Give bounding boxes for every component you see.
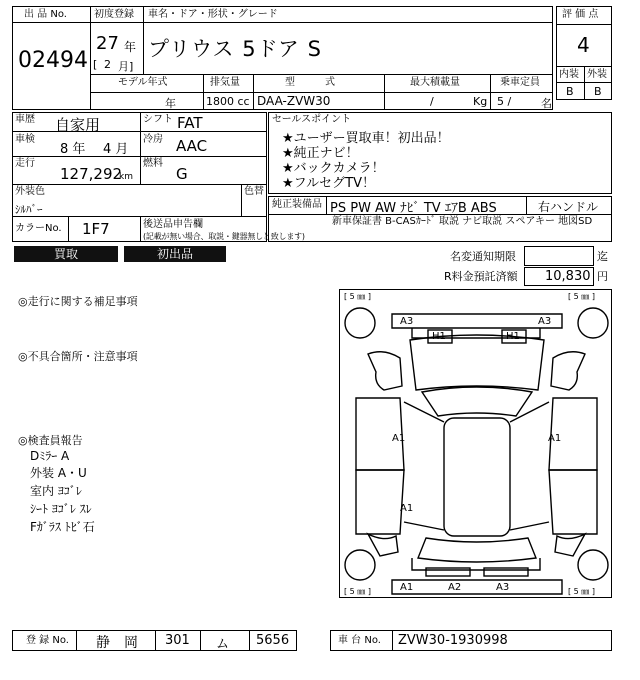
damage-rear-right: A3 bbox=[496, 582, 510, 593]
defects-notes-title: ◎不具合箇所・注意事項 bbox=[18, 350, 138, 363]
sales-point-item: ★ユーザー買取車！初出品！ bbox=[282, 131, 450, 146]
tire-depth-bottom-left: [ 5 ㎜ ] bbox=[344, 587, 371, 596]
car-name-label: 車名・ドア・形状・グレード bbox=[148, 9, 278, 20]
inspector-item: Fｶﾞﾗｽ ﾄﾋﾞ石 bbox=[30, 520, 95, 534]
sales-point-item: ★純正ナビ！ bbox=[282, 146, 359, 161]
fuel-value: G bbox=[176, 165, 188, 183]
type-code: DAA-ZVW30 bbox=[257, 94, 331, 108]
equipment-label: 純正装備品 bbox=[272, 199, 322, 210]
plate-region: 静 岡 bbox=[96, 635, 138, 651]
first-reg-label: 初度登録 bbox=[94, 9, 134, 20]
recycle-amount: 10,830 bbox=[545, 269, 591, 284]
inspector-title: ◎検査員報告 bbox=[18, 434, 83, 447]
history-label: 車歴 bbox=[15, 114, 35, 125]
plate-number: 5656 bbox=[256, 633, 290, 648]
grade-score: 4 bbox=[577, 33, 590, 57]
color-value: ｼﾙﾊﾞｰ bbox=[15, 203, 43, 216]
damage-left-front-door: A1 bbox=[392, 433, 406, 444]
plate-class: 301 bbox=[165, 633, 190, 648]
tire-depth-top-left: [ 5 ㎜ ] bbox=[344, 292, 371, 301]
plate-label: 登 録 No. bbox=[26, 635, 69, 646]
capacity: 5 / bbox=[497, 95, 512, 108]
deadline-box bbox=[524, 246, 594, 266]
car-diagram bbox=[339, 289, 612, 598]
interior-label: 内装 bbox=[559, 69, 579, 80]
inspection-year: 8 年 bbox=[60, 142, 86, 157]
recycle-unit: 円 bbox=[597, 270, 608, 283]
model-year-unit: 年 bbox=[165, 97, 176, 110]
model-year-label: モデル年式 bbox=[118, 77, 168, 88]
damage-left-rear-door: A1 bbox=[400, 503, 414, 514]
inspection-label: 車検 bbox=[15, 134, 35, 145]
first-reg-month-unit: 月] bbox=[118, 60, 134, 73]
sales-points-title: セールスポイント bbox=[272, 114, 352, 125]
inspector-item: Dﾐﾗｰ A bbox=[30, 449, 70, 463]
capacity-unit: 名 bbox=[541, 97, 552, 110]
chassis-label: 車 台 No. bbox=[338, 635, 381, 646]
ac-label: 冷房 bbox=[143, 134, 163, 145]
recycle-label: R料金預託済額 bbox=[444, 270, 518, 283]
car-outline bbox=[340, 290, 612, 598]
exterior-label: 外装 bbox=[587, 69, 607, 80]
first-reg-month: 2 bbox=[104, 58, 111, 71]
deadline-unit: 迄 bbox=[597, 250, 608, 263]
max-load-label: 最大積載量 bbox=[410, 77, 460, 88]
damage-rear-left: A1 bbox=[400, 582, 414, 593]
tire-depth-bottom-right: [ 5 ㎜ ] bbox=[568, 587, 595, 596]
mileage-unit: km bbox=[119, 172, 133, 182]
purchase-badge: 買取 bbox=[14, 246, 118, 262]
damage-front-right: A3 bbox=[538, 316, 552, 327]
lot-number: 02494 bbox=[18, 48, 88, 73]
first-reg-year: 27 bbox=[96, 33, 119, 54]
inspection-month: 4 月 bbox=[103, 142, 129, 157]
steering-value: 右ハンドル bbox=[538, 200, 599, 214]
damage-right-front-door: A1 bbox=[548, 433, 562, 444]
car-name: プリウス 5ドア S bbox=[148, 37, 322, 61]
first-reg-month-open: [ bbox=[93, 58, 98, 71]
color-no-value: 1F7 bbox=[82, 220, 110, 238]
displacement-label: 排気量 bbox=[210, 77, 240, 88]
exterior-grade: B bbox=[594, 85, 602, 98]
chassis-number: ZVW30-1930998 bbox=[398, 633, 508, 648]
inspector-item: 外装 A・U bbox=[30, 466, 87, 480]
fuel-label: 燃料 bbox=[143, 158, 163, 169]
first-listing-badge: 初出品 bbox=[124, 246, 226, 262]
history-value: 自家用 bbox=[55, 116, 101, 134]
damage-hood-left: H1 bbox=[432, 331, 446, 342]
inspector-item: ｼｰﾄ ﾖｺﾞﾚ ｽﾚ bbox=[30, 502, 92, 516]
max-load-unit: Kg bbox=[473, 95, 488, 108]
tire-depth-top-right: [ 5 ㎜ ] bbox=[568, 292, 595, 301]
driving-notes-title: ◎走行に関する補足事項 bbox=[18, 295, 138, 308]
damage-rear-center: A2 bbox=[448, 582, 462, 593]
type-label: 型 式 bbox=[285, 77, 335, 88]
max-load-sep: / bbox=[430, 95, 434, 108]
postsale-label: 後送品申告欄 bbox=[143, 219, 203, 230]
interior-grade: B bbox=[566, 85, 574, 98]
deadline-label: 名変通知期限 bbox=[450, 250, 516, 263]
grade-label: 評 価 点 bbox=[562, 9, 599, 20]
color-no-label: カラーNo. bbox=[15, 223, 62, 234]
mileage-value: 127,292 bbox=[60, 165, 123, 183]
mileage-label: 走行 bbox=[15, 158, 35, 169]
damage-front-left: A3 bbox=[400, 316, 414, 327]
color-label: 外装色 bbox=[15, 186, 45, 197]
capacity-label: 乗車定員 bbox=[500, 77, 540, 88]
shift-label: シフト bbox=[143, 114, 173, 125]
damage-hood-right: H1 bbox=[506, 331, 520, 342]
sales-point-item: ★フルセグTV！ bbox=[282, 176, 375, 191]
plate-kana: ム bbox=[216, 637, 230, 652]
shift-value: FAT bbox=[177, 114, 203, 132]
documents-value: 新車保証書 B-CASｶｰﾄﾞ 取説 ナビ取説 スペアキー 地図SD bbox=[332, 216, 593, 227]
lot-label: 出 品 No. bbox=[24, 9, 67, 20]
equipment-value: PS PW AW ﾅﾋﾞ TV ｴｱB ABS bbox=[330, 201, 497, 216]
postsale-note: (記載が無い場合、取説・鍵器無しと致します) bbox=[143, 232, 305, 241]
first-reg-year-unit: 年 bbox=[124, 40, 137, 54]
repaint-label: 色替 bbox=[244, 186, 264, 197]
inspector-item: 室内 ﾖｺﾞﾚ bbox=[30, 484, 82, 498]
sales-point-item: ★バックカメラ！ bbox=[282, 161, 385, 176]
ac-value: AAC bbox=[176, 137, 208, 155]
displacement: 1800 cc bbox=[206, 95, 250, 108]
